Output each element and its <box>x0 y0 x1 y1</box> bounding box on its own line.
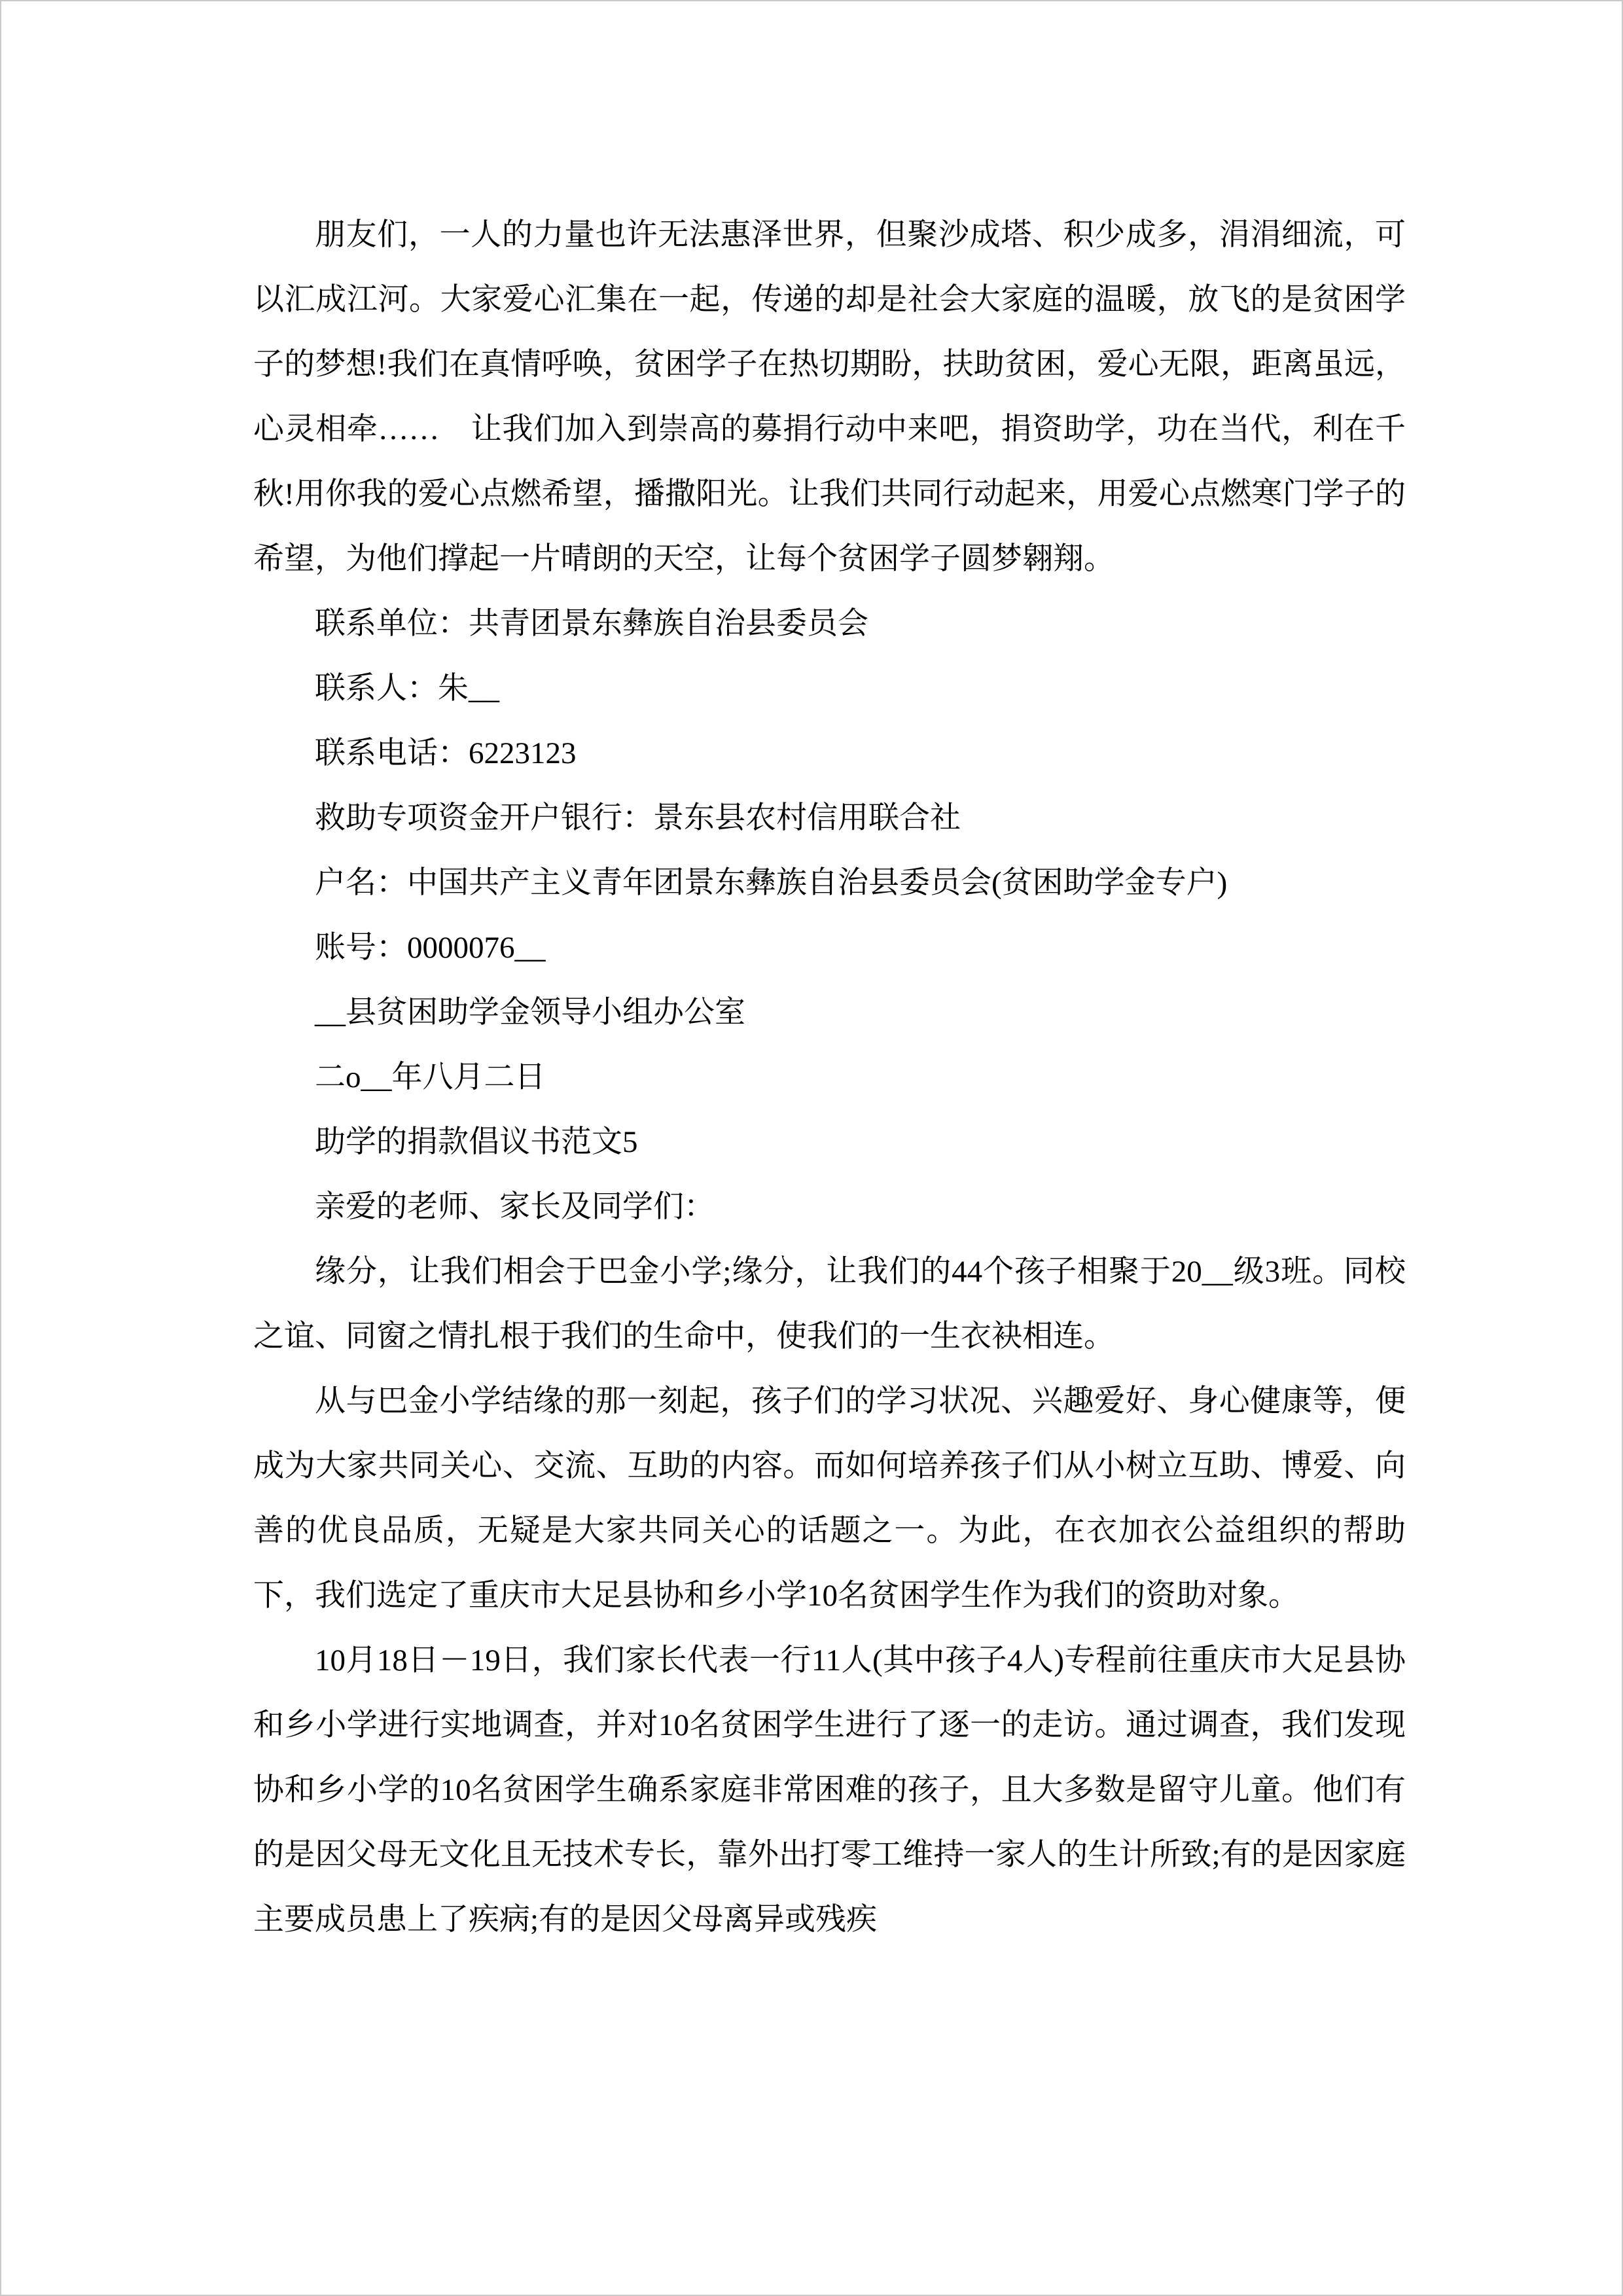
paragraph-signature-date: 二o__年八月二日 <box>315 1060 546 1094</box>
paragraph-bank-info: 救助专项资金开户银行：景东县农村信用联合社 <box>315 801 961 835</box>
paragraph-account-number: 账号：0000076__ <box>315 931 546 965</box>
paragraph-section-title: 助学的捐款倡议书范文5 <box>315 1125 638 1159</box>
paragraph-body-2: 从与巴金小学结缘的那一刻起，孩子们的学习状况、兴趣爱好、身心健康等，便成为大家共同关心、交流、互助的内容。而如何培养孩子们从小树立互助、博爱、向善的优良品质，无疑是大家共同关心的话题之一。为此，在衣加衣公益组织的帮助下，我们选定了重庆市大足县协和乡小学10名贫困学生作为我们的资助对象。 <box>253 1384 1406 1613</box>
paragraph-salutation: 亲爱的老师、家长及同学们： <box>315 1190 715 1224</box>
paragraph-signature-office: __县贫困助学金领导小组办公室 <box>315 996 745 1030</box>
paragraph-appeal-body: 朋友们，一人的力量也许无法惠泽世界，但聚沙成塔、积少成多，涓涓细流，可以汇成江河。大家爱心汇集在一起，传递的却是社会大家庭的温暖，放飞的是贫困学子的梦想!我们在真情呼唤，贫困学子在热切期盼，扶助贫困，爱心无限，距离虽远，心灵相牵…… 让我们加入到崇高的募捐行动中来吧，捐资助学，功在当代，利在千秋!用你我的爱心点燃希望，播撒阳光。让我们共同行动起来，用爱心点燃寒门学子的希望，为他们撑起一片晴朗的天空，让每个贫困学子圆梦翱翔。 <box>253 218 1406 576</box>
paragraph-contact-person: 联系人：朱__ <box>315 672 499 706</box>
document-content <box>253 203 1406 1952</box>
paragraph-body-3: 10月18日－19日，我们家长代表一行11人(其中孩子4人)专程前往重庆市大足县协和乡小学进行实地调查，并对10名贫困学生进行了逐一的走访。通过调查，我们发现协和乡小学的10名贫困学生确系家庭非常困难的孩子，且大多数是留守儿童。他们有的是因父母无文化且无技术专长，靠外出打零工维持一家人的生计所致;有的是因家庭主要成员患上了疾病;有的是因父母离异或残疾 <box>253 1643 1406 1937</box>
paragraph-contact-unit: 联系单位：共青团景东彝族自治县委员会 <box>315 607 868 641</box>
paragraph-account-name: 户名：中国共产主义青年团景东彝族自治县委员会(贫困助学金专户) <box>315 866 1228 900</box>
paragraph-contact-phone: 联系电话：6223123 <box>315 736 577 770</box>
paragraph-body-1: 缘分，让我们相会于巴金小学;缘分，让我们的44个孩子相聚于20__级3班。同校之谊、同窗之情扎根于我们的生命中，使我们的一生衣袂相连。 <box>253 1255 1406 1354</box>
